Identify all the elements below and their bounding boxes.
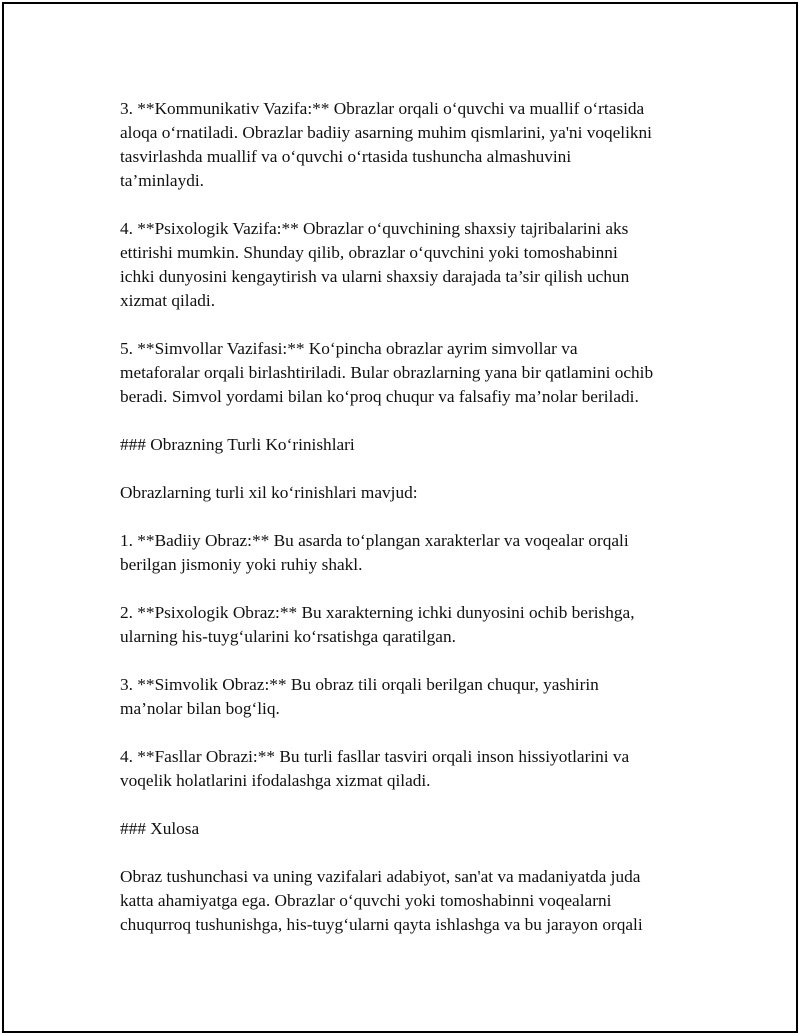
list-item-symbolic-image: 3. **Simvolik Obraz:** Bu obraz tili orqali berilgan chuqur, yashirin ma’nolar bilan bog‘liq. (120, 675, 599, 718)
paragraph-conclusion: Obraz tushunchasi va uning vazifalari adabiyot, san'at va madaniyatda juda katta ahamiyatga ega. Obrazlar o‘quvchi yoki tomoshabinni voqealarni chuqurroq tushunishga, his-tuyg‘ularni qayta ishlashga va bu jarayon orqali (120, 867, 643, 934)
list-item-artistic-image: 1. **Badiiy Obraz:** Bu asarda to‘plangan xarakterlar va voqealar orqali berilgan jismoniy yoki ruhiy shakl. (120, 531, 629, 574)
section-heading-image-types: ### Obrazning Turli Ko‘rinishlari (120, 435, 355, 454)
paragraph-communicative-function: 3. **Kommunikativ Vazifa:** Obrazlar orqali o‘quvchi va muallif o‘rtasida aloqa o‘rnatiladi. Obrazlar badiiy asarning muhim qismlarini, ya'ni voqelikni tasvirlashda muallif va o‘quvchi o‘rtasida tushuncha almashuvini ta’minlaydi. (120, 99, 652, 190)
paragraph-psychological-function: 4. **Psixologik Vazifa:** Obrazlar o‘quvchining shaxsiy tajribalarini aks ettirishi mumkin. Shunday qilib, obrazlar o‘quvchini yoki tomoshabinni ichki dunyosini kengaytirish va ularni shaxsiy darajada ta’sir qilish uchun xizmat qiladi. (120, 219, 630, 310)
document-page (2, 2, 798, 1033)
paragraph-types-intro: Obrazlarning turli xil ko‘rinishlari mavjud: (120, 483, 418, 502)
list-item-psychological-image: 2. **Psixologik Obraz:** Bu xarakterning ichki dunyosini ochib berishga, ularning his-tuyg‘ularini ko‘rsatishga qaratilgan. (120, 603, 635, 646)
paragraph-symbols-function: 5. **Simvollar Vazifasi:** Ko‘pincha obrazlar ayrim simvollar va metaforalar orqali birlashtiriladi. Bular obrazlarning yana bir qatlamini ochib beradi. Simvol yordami bilan ko‘proq chuqur va falsafiy ma’nolar beriladi. (120, 339, 654, 406)
list-item-seasons-image: 4. **Fasllar Obrazi:** Bu turli fasllar tasviri orqali inson hissiyotlarini va voqelik holatlarini ifodalashga xizmat qiladi. (120, 747, 630, 790)
document-body (120, 97, 710, 961)
section-heading-conclusion: ### Xulosa (120, 819, 200, 838)
